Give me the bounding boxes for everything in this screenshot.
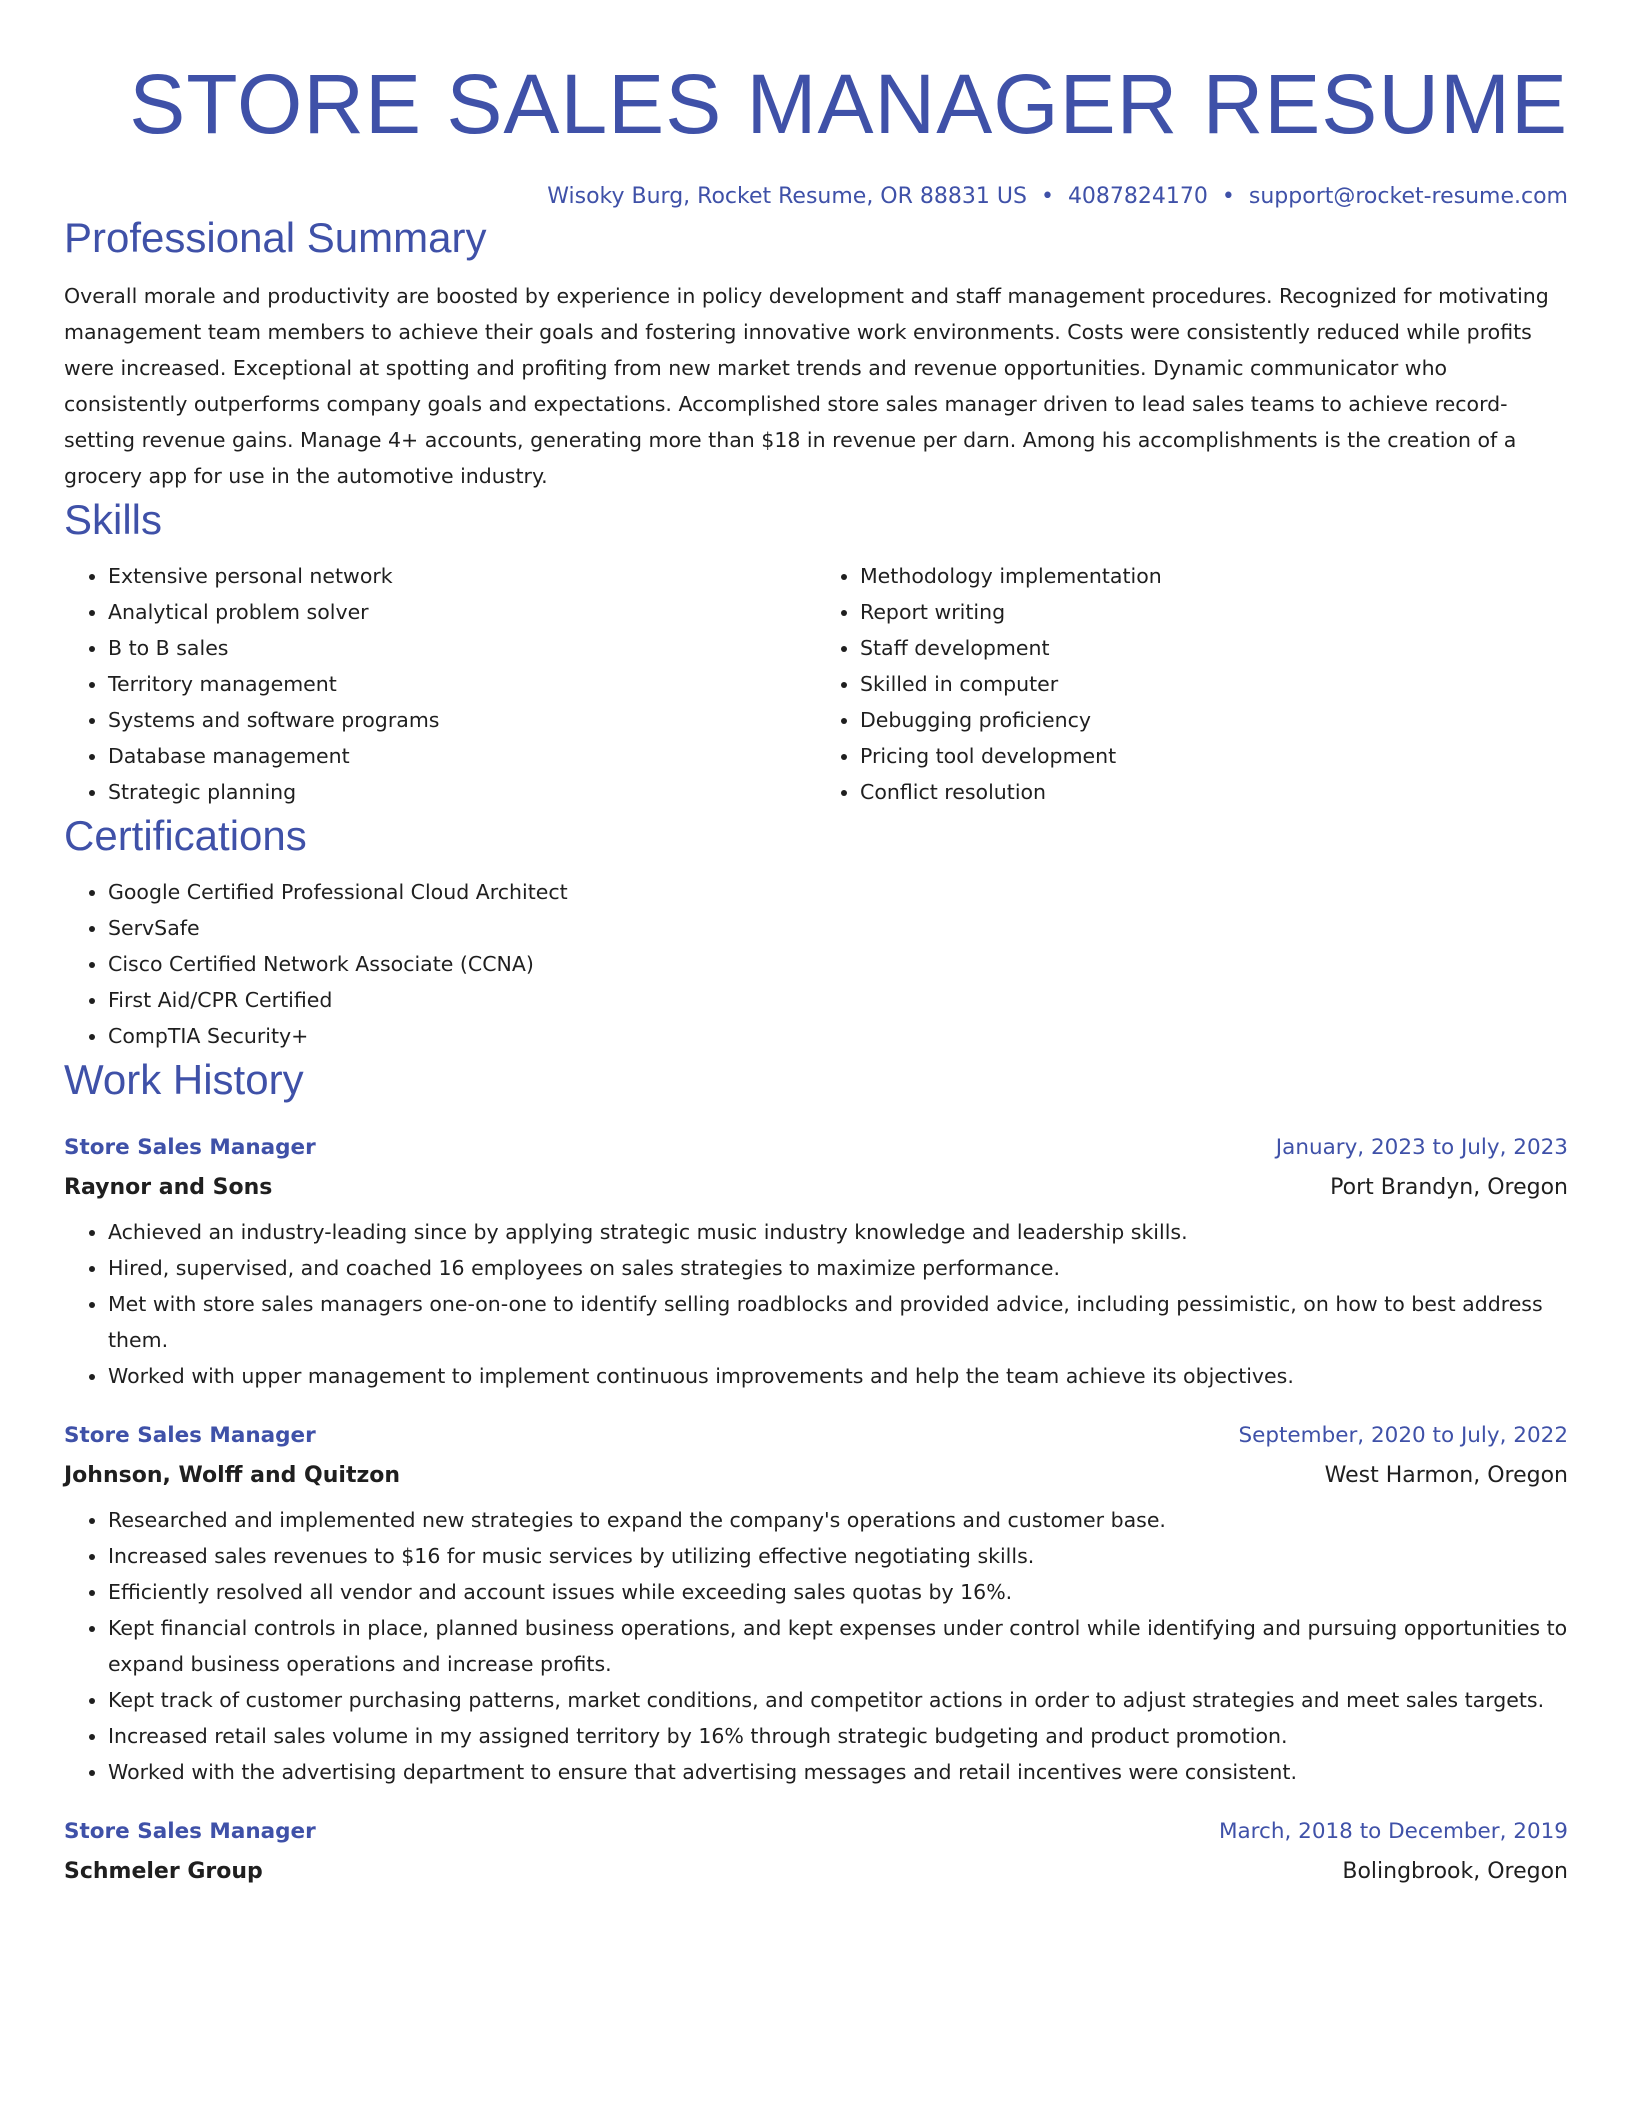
certification-item: • CompTIA Security+ — [108, 1018, 1568, 1054]
job-entry — [64, 1128, 1568, 1394]
job-bullet: • Met with store sales managers one-on-one to identify selling roadblocks and provided advice, including pessimistic, on how to best address them. — [108, 1286, 1568, 1358]
contact-separator: • — [1040, 184, 1054, 209]
job-header-row — [64, 1128, 1568, 1168]
skill-item: • Methodology implementation — [860, 558, 1568, 594]
job-entry — [64, 1416, 1568, 1790]
job-title: Store Sales Manager — [64, 1135, 316, 1160]
skill-item: • Territory management — [108, 666, 816, 702]
certifications-heading: Certifications — [64, 812, 307, 859]
job-company: Raynor and Sons — [64, 1175, 273, 1200]
job-company-row — [64, 1852, 1568, 1892]
job-bullet: • Worked with the advertising department to ensure that advertising messages and retail incentives were consistent. — [108, 1754, 1568, 1790]
job-bullet: • Kept track of customer purchasing patterns, market conditions, and competitor actions in order to adjust strategies and meet sales targets. — [108, 1682, 1568, 1718]
summary-heading: Professional Summary — [64, 214, 487, 261]
certification-item: • Google Certified Professional Cloud Architect — [108, 874, 1568, 910]
skill-item: • Strategic planning — [108, 774, 816, 810]
job-bullets — [64, 1214, 1568, 1394]
job-bullet: • Increased retail sales volume in my assigned territory by 16% through strategic budgeting and product promotion. — [108, 1718, 1568, 1754]
skills-heading: Skills — [64, 496, 163, 543]
job-dates: January, 2023 to July, 2023 — [1275, 1135, 1568, 1160]
summary-text: Overall morale and productivity are boosted by experience in policy development and staff management procedures. Recognized for motivating management team members to achieve their goals and fostering innovative work environments. Costs were consistently reduced while profits were increased. Exceptional at spotting and profiting from new market trends and revenue opportunities. Dynamic communicator who consistently outperforms company goals and expectations. Accomplished store sales manager driven to lead sales teams to achieve record-setting revenue gains. Manage 4+ accounts, generating more than $18 in revenue per darn. Among his accomplishments is the creation of a grocery app for use in the automotive industry. — [64, 284, 1549, 488]
contact-line — [64, 182, 1568, 212]
job-bullet: • Efficiently resolved all vendor and account issues while exceeding sales quotas by 16%. — [108, 1574, 1568, 1610]
job-company-row — [64, 1168, 1568, 1208]
job-company: Schmeler Group — [64, 1859, 263, 1884]
job-bullets — [64, 1502, 1568, 1790]
job-location: Bolingbrook, Oregon — [1342, 1859, 1568, 1884]
job-dates: March, 2018 to December, 2019 — [1218, 1819, 1568, 1844]
job-company: Johnson, Wolff and Quitzon — [64, 1463, 401, 1488]
skills-list-right — [816, 558, 1568, 810]
job-header-row — [64, 1812, 1568, 1852]
job-bullet: • Achieved an industry-leading since by applying strategic music industry knowledge and leadership skills. — [108, 1214, 1568, 1250]
resume-title: STORE SALES MANAGER RESUME — [129, 57, 1568, 151]
job-bullet: • Kept financial controls in place, planned business operations, and kept expenses under control while identifying and pursuing opportunities to expand business operations and increase profits. — [108, 1610, 1568, 1682]
skills-list-left — [64, 558, 816, 810]
job-title: Store Sales Manager — [64, 1819, 316, 1844]
job-bullet: • Researched and implemented new strategies to expand the company's operations and customer base. — [108, 1502, 1568, 1538]
skill-item: • Systems and software programs — [108, 702, 816, 738]
job-title: Store Sales Manager — [64, 1423, 316, 1448]
contact-email: support@rocket-resume.com — [1248, 184, 1568, 209]
job-dates: September, 2020 to July, 2022 — [1238, 1423, 1568, 1448]
job-bullet: • Worked with upper management to implement continuous improvements and help the team achieve its objectives. — [108, 1358, 1568, 1394]
job-location: West Harmon, Oregon — [1324, 1463, 1568, 1488]
skill-item: • Pricing tool development — [860, 738, 1568, 774]
skill-item: • Conflict resolution — [860, 774, 1568, 810]
job-location: Port Brandyn, Oregon — [1330, 1175, 1568, 1200]
certification-item: • First Aid/CPR Certified — [108, 982, 1568, 1018]
skill-item: • Extensive personal network — [108, 558, 816, 594]
job-header-row — [64, 1416, 1568, 1456]
contact-address: Wisoky Burg, Rocket Resume, OR 88831 US — [547, 184, 1027, 209]
skill-item: • Database management — [108, 738, 816, 774]
job-bullet: • Increased sales revenues to $16 for music services by utilizing effective negotiating skills. — [108, 1538, 1568, 1574]
certification-item: • Cisco Certified Network Associate (CCNA) — [108, 946, 1568, 982]
work-history-heading: Work History — [64, 1056, 304, 1103]
skill-item: • Report writing — [860, 594, 1568, 630]
skill-item: • Analytical problem solver — [108, 594, 816, 630]
job-company-row — [64, 1456, 1568, 1496]
resume-page — [64, 0, 1568, 1892]
skills-grid — [64, 558, 1568, 810]
skill-item: • B to B sales — [108, 630, 816, 666]
skill-item: • Skilled in computer — [860, 666, 1568, 702]
job-bullet: • Hired, supervised, and coached 16 employees on sales strategies to maximize performance. — [108, 1250, 1568, 1286]
skill-item: • Debugging proficiency — [860, 702, 1568, 738]
certification-item: • ServSafe — [108, 910, 1568, 946]
contact-phone: 4087824170 — [1067, 184, 1208, 209]
job-entry — [64, 1812, 1568, 1892]
contact-separator: • — [1221, 184, 1235, 209]
certifications-list — [64, 874, 1568, 1054]
skill-item: • Staff development — [860, 630, 1568, 666]
